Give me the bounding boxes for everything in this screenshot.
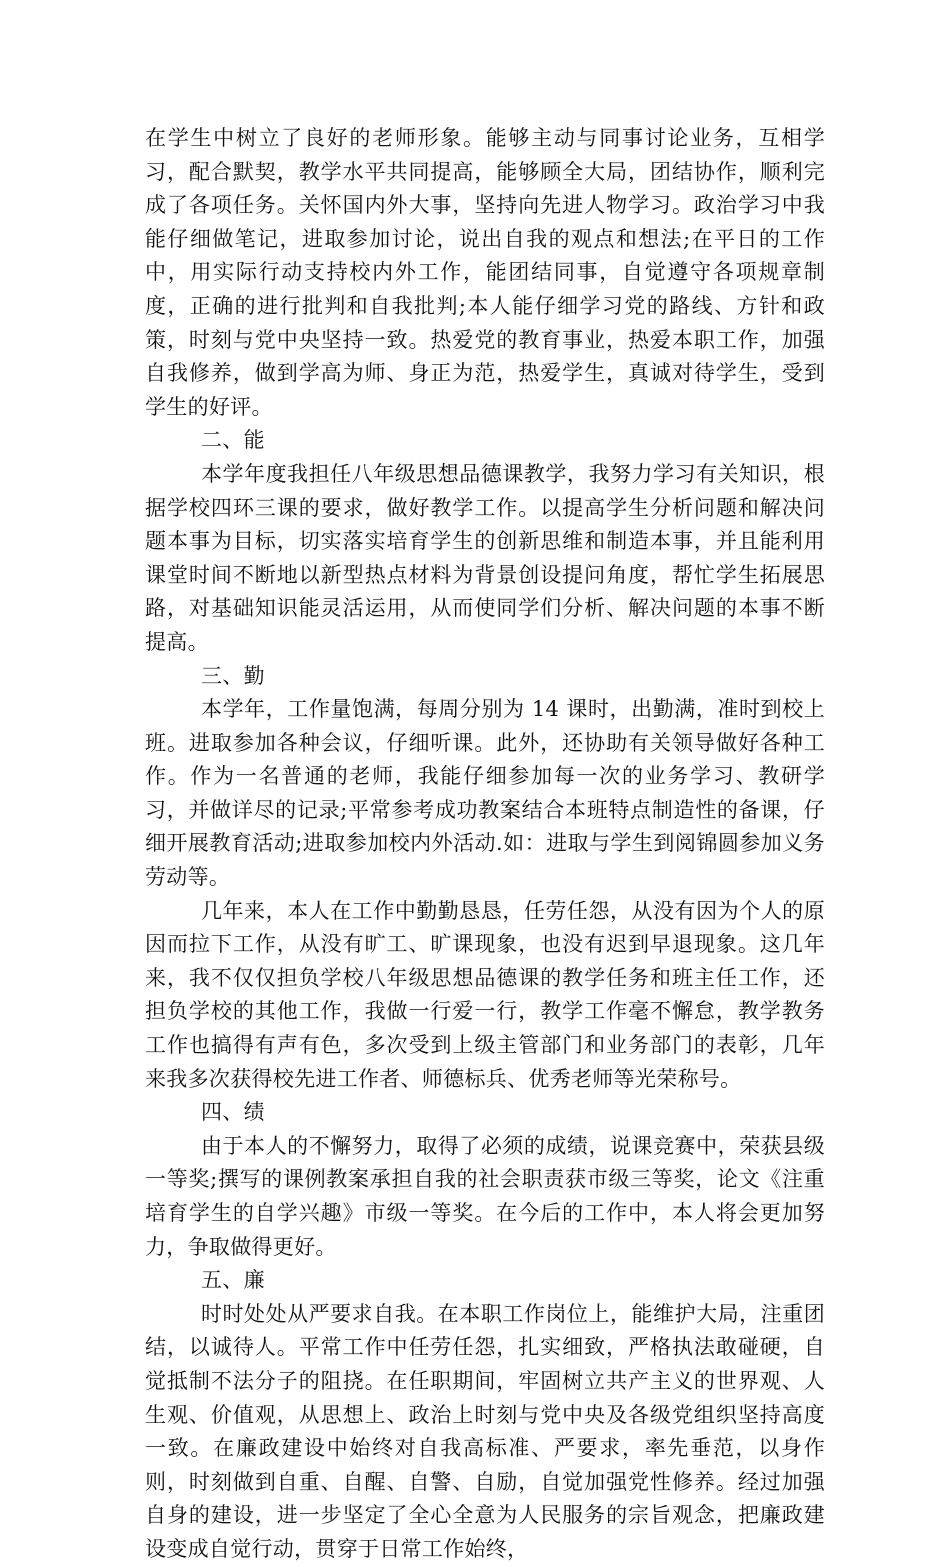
paragraph-conduct: 在学生中树立了良好的老师形象。能够主动与同事讨论业务，互相学习，配合默契，教学水平共同提高，能够顾全大局，团结协作，顺利完成了各项任务。关怀国内外大事，坚持向先进人物学习。政治学习中我能仔细做笔记，进取参加讨论，说出自我的观点和想法;在平日的工作中，用实际行动支持校内外工作，能团结同事，自觉遵守各项规章制度，正确的进行批判和自我批判;本人能仔细学习党的路线、方针和政策，时刻与党中央坚持一致。热爱党的教育事业，热爱本职工作，加强自我修养，做到学高为师、身正为范，热爱学生，真诚对待学生，受到学生的好评。 — [145, 126, 825, 419]
paragraph-integrity: 时时处处从严要求自我。在本职工作岗位上，能维护大局，注重团结，以诚待人。平常工作中任劳任怨，扎实细致，严格执法敢碰硬，自觉抵制不法分子的阻挠。在任职期间，牢固树立共产主义的世界观、人生观、价值观，从思想上、政治上时刻与党中央及各级党组织坚持高度一致。在廉政建设中始终对自我高标准、严要求，率先垂范，以身作则，时刻做到自重、自醒、自警、自励，自觉加强党性修养。经过加强自身的建设，进一步坚定了全心全意为人民服务的宗旨观念，把廉政建设变成自觉行动，贯穿于日常工作始终， — [145, 1301, 825, 1561]
paragraph-ability: 本学年度我担任八年级思想品德课教学，我努力学习有关知识，根据学校四环三课的要求，做好教学工作。以提高学生分析问题和解决问题本事为目标，切实落实培育学生的创新思维和制造本事，并且能利用课堂时间不断地以新型热点材料为背景创设提问角度，帮忙学生拓展思路，对基础知识能灵活运用，从而使同学们分析、解决问题的本事不断提高。 — [145, 461, 825, 654]
heading-diligence: 三、勤 — [201, 663, 265, 688]
heading-achievement: 四、绩 — [201, 1100, 265, 1125]
paragraph-diligence: 本学年，工作量饱满，每周分别为 14 课时，出勤满，准时到校上班。进取参加各种会议，仔细听课。此外，还协助有关领导做好各种工作。作为一名普通的老师，我能仔细参加每一次的业务学习、教研学习，并做详尽的记录;平常参考成功教案结合本班特点制造性的备课，仔细开展教育活动;进取参加校内外活动.如：进取与学生到阅锦圆参加义务劳动等。 — [145, 697, 825, 890]
paragraph-diligence-years: 几年来，本人在工作中勤勤恳恳，任劳任怨，从没有因为个人的原因而拉下工作，从没有旷工、旷课现象，也没有迟到早退现象。这几年来，我不仅仅担负学校八年级思想品德课的教学任务和班主任工作，还担负学校的其他工作，我做一行爱一行，教学工作毫不懈怠，教学教务工作也搞得有声有色，多次受到上级主管部门和业务部门的表彰，几年来我多次获得校先进工作者、师德标兵、优秀老师等光荣称号。 — [145, 898, 825, 1091]
paragraph-achievement: 由于本人的不懈努力，取得了必须的成绩，说课竞赛中，荣获县级一等奖;撰写的课例教案承担自我的社会职责获市级三等奖，论文《注重培育学生的自学兴趣》市级一等奖。在今后的工作中，本人将会更加努力，争取做得更好。 — [145, 1133, 825, 1259]
heading-ability: 二、能 — [201, 428, 265, 453]
document-body — [145, 122, 825, 1567]
heading-integrity: 五、廉 — [201, 1268, 265, 1293]
